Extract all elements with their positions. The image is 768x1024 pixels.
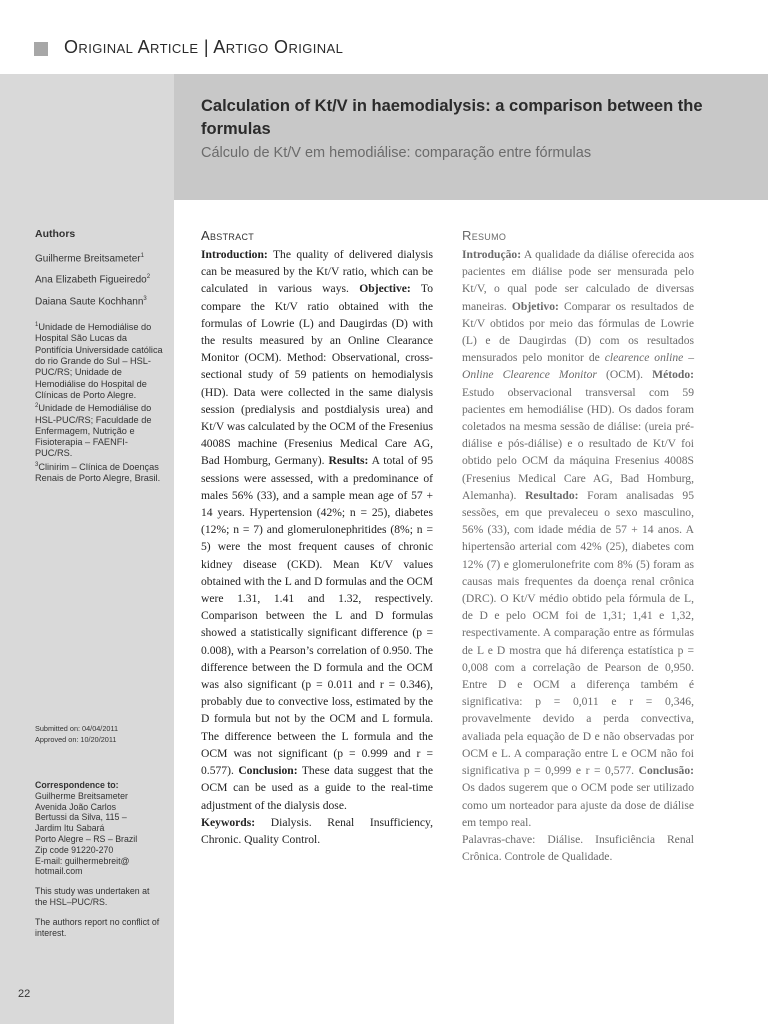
article-title-portuguese: Cálculo de Kt/V em hemodiálise: comparação entre fórmulas <box>201 145 592 161</box>
correspondence-line: Guilherme Breitsameter <box>35 790 128 801</box>
author-list <box>35 247 163 311</box>
correspondence-line: Avenida João Carlos <box>35 801 117 812</box>
author: Daiana Saute Kochhann$^3$ <box>35 295 147 307</box>
resumo-body: Introdução: A qualidade da diálise oferecida aos pacientes em diálise pode ser mensurada pelo Kt/V, o qual pode ser calculado de diversas maneiras. Objetivo: Comparar os resultados de Kt/V obtidos por meio das fórmulas de Lowrie (L) e de Daugirdas (D) com os resultados mensurados pelo monitor de clearence online – Online Clearence Monitor (OCM). Método: Estudo observacional transversal com 59 pacientes em hemodiálise (HD). Os dados foram coletados na mesma sessão de diálise: (ureia pré-diálise e pós-diálise) e o resultado de Kt/V foi obtido pelo OCM da máquina Fresenius 4008S (Fresenius Medical Care AG, Bad Homburg, Alemanha). Resultado: Foram analisadas 95 sessões, em que prevaleceu o sexo masculino, 56% (33), com idade média de 57 + 14 anos. A hipertensão arterial com 42% (25), diabetes com 12% (7) e glomerulonefrite com 8% (5) foram as causas mais frequentes da doença renal crônica (DRC). O Kt/V médio obtido pela fórmula de L, de D e pelo OCM foi de 1,31; 1,41 e 1,32, respectivamente. A comparação entre as fórmulas de L e D mostra que há diferença estatística p = 0,008 com a correlação de Pearson de 0,950. Entre D e OCM a diferença também é significativa: p = 0,011 e r = 0,346, provavelmente devido a perda convectiva, avaliada pela equação de D e não observadas por OCM e L. A comparação entre L e OCM não foi significativa p = 0,999 e r = 0,577. Conclusão: Os dados sugerem que o OCM pode ser utilizado como um norteador para ajuste da dose de diálise em tempo real. Palavras-chave: Diálise. Insuficiência Renal Crônica. Controle de Qualidade. <box>462 248 695 864</box>
author: Ana Elizabeth Figueiredo$^2$ <box>35 274 151 286</box>
affiliation: $^3$Clinirim – Clínica de Doenças Renais de Porto Alegre, Brasil. <box>35 461 161 484</box>
header-square-icon <box>34 42 48 56</box>
correspondence-line: Jardim Itu Sabará <box>35 823 105 834</box>
study-note: This study was undertaken at the HSL–PUC/RS. <box>35 886 150 907</box>
correspondence-line: Bertussi da Silva, 115 – <box>35 812 127 823</box>
correspondence-heading: Correspondence to: <box>35 780 119 790</box>
resumo-heading: Resumo <box>462 228 507 243</box>
correspondence-email[interactable]: E-mail: guilhermebreit@ <box>35 855 130 866</box>
correspondence-email[interactable]: hotmail.com <box>35 866 83 877</box>
correspondence-line: Zip code 91220-270 <box>35 844 114 855</box>
abstract-body: Introduction: The quality of delivered dialysis can be measured by the Kt/V ratio, which can be calculated in various ways. Objective: To compare the Kt/V ratio obtained with the formulas of Lowrie (L) and Daugirdas (D) with the results measured by an Online Clearance Monitor (OCM). Method: Observational, cross-sectional study of 59 patients on hemodialysis (HD). Data were collected in the same dialysis session (predialysis and postdialysis urea) and Kt/V was calculated by the OCM of the Fresenius 4008S machine (Fresenius Medical Care AG, Bad Homburg, Germany). Results: A total of 95 sessions were assessed, with a predominance of males 56% (33), and a sample mean age of 57 + 14 years. Hypertension (42%; n = 25), diabetes (12%; n = 7) and glomerulonephritides (8%; n = 5) were the most frequent causes of chronic kidney disease (CKD). Mean Kt/V values obtained with the L and D formulas and the OCM were 1.31, 1.41 and 1.32, respectively. Comparison between the L and D formulas showed a statistically significant difference (p = 0.008), with a Pearson’s correlation of 0.950. The difference between the D formula and the OCM was also significant (p = 0.011 and r = 0.346), probably due to convective loss, estimated by the D formula but not by the OCM and L formula. The difference between the L formula and the OCM was not significant (p = 0.999 and r = 0.577). Conclusion: These data suggest that the OCM can be used as a guide to the real-time adjustment of the dialysis dose. Keywords: Dialysis. Renal Insufficiency, Chronic. Quality Control. <box>201 248 433 846</box>
approved-date: Approved on: 10/20/2011 <box>35 735 117 744</box>
conflict-note: The authors report no conflict of interest. <box>35 916 160 938</box>
abstract-heading: Abstract <box>201 228 255 243</box>
affiliation: $^2$Unidade de Hemodiálise do HSL-PUC/RS; Faculdade de Enfermagem, Nutrição e Fisioterapia – FAENFI-PUC/RS. <box>35 403 152 459</box>
author: Guilherme Breitsameter$^1$ <box>35 253 144 265</box>
authors-heading: Authors <box>35 228 76 240</box>
article-title: Calculation of Kt/V in haemodialysis: a comparison between the formulas <box>201 97 703 138</box>
submitted-date: Submitted on: 04/04/2011 <box>35 724 119 733</box>
page-number: 22 <box>18 988 31 1000</box>
correspondence <box>35 780 163 938</box>
affiliations <box>35 320 163 484</box>
section-label: Original Article | Artigo Original <box>64 37 344 57</box>
correspondence-line: Porto Alegre – RS – Brazil <box>35 833 138 844</box>
affiliation: $^1$Unidade de Hemodiálise do Hospital São Lucas da Pontifícia Universidade católica do rio Grande do Sul – HSL-PUC/RS; Unidade de Hemodiálise do Hospital de Clínicas de Porto Alegre. <box>35 322 163 400</box>
submission-dates <box>35 723 163 745</box>
